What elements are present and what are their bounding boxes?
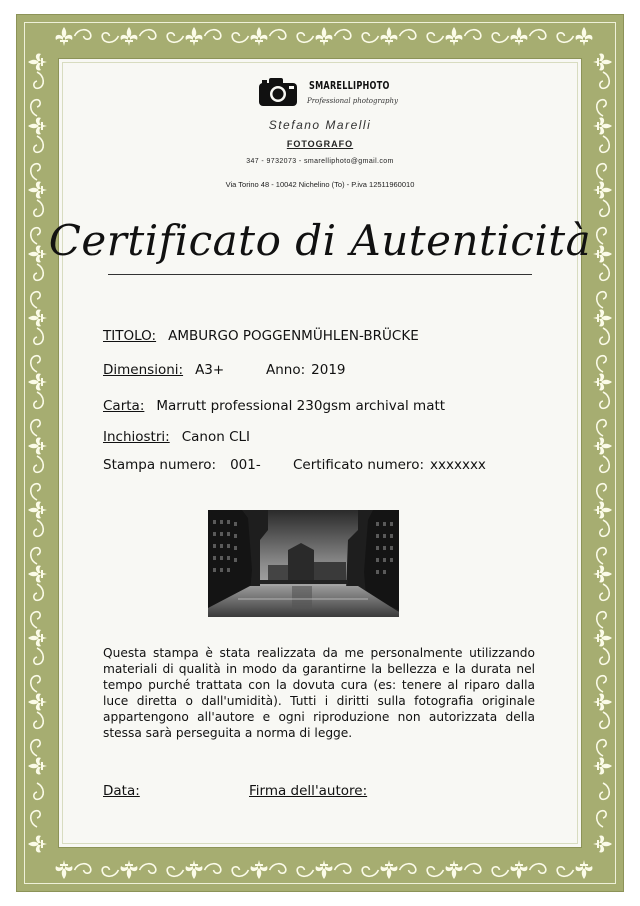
fleur-de-lis-ornament	[511, 860, 528, 879]
scroll-ornament	[31, 712, 44, 756]
fleur-de-lis-ornament	[593, 630, 612, 647]
fleur-de-lis-ornament	[186, 860, 203, 879]
fleur-de-lis-ornament	[446, 860, 463, 879]
role-text: FOTOGRAFO	[286, 139, 354, 149]
carta-value: Marrutt professional 230gsm archival matt	[156, 398, 446, 414]
fleur-de-lis-ornament	[56, 27, 73, 46]
scroll-ornament	[597, 328, 610, 372]
scroll-ornament	[31, 72, 44, 116]
scroll-ornament	[140, 864, 184, 877]
scroll-ornament	[597, 712, 610, 756]
scroll-ornament	[597, 72, 610, 116]
fleur-de-lis-ornament	[576, 27, 593, 46]
fleur-de-lis-ornament	[28, 374, 47, 391]
scroll-ornament	[597, 392, 610, 436]
anno-label: Anno:	[266, 362, 306, 378]
titolo-label: TITOLO:	[103, 328, 157, 344]
scroll-ornament	[597, 456, 610, 500]
scroll-ornament	[335, 864, 379, 877]
field-titolo	[103, 328, 419, 344]
scroll-ornament	[31, 648, 44, 692]
fleur-de-lis-ornament	[593, 694, 612, 711]
scroll-ornament	[597, 520, 610, 564]
scroll-ornament	[270, 30, 314, 43]
fleur-de-lis-ornament	[593, 758, 612, 775]
scroll-ornament	[270, 864, 314, 877]
scroll-ornament	[31, 264, 44, 308]
scroll-ornament	[465, 864, 509, 877]
fleur-de-lis-ornament	[316, 27, 333, 46]
stampa-value: 001-	[230, 457, 261, 473]
scroll-ornament	[597, 783, 610, 827]
scroll-ornament	[205, 30, 249, 43]
field-dimensioni	[103, 362, 224, 378]
inchiostri-label: Inchiostri:	[103, 429, 170, 445]
scroll-ornament	[530, 864, 574, 877]
stampa-label: Stampa numero:	[103, 457, 217, 473]
address-info: Via Torino 48 - 10042 Nichelino (To) - P.iva 12511960010	[225, 180, 415, 189]
scroll-ornament	[75, 30, 119, 43]
field-anno	[266, 362, 346, 378]
scroll-ornament	[205, 864, 249, 877]
fleur-de-lis-ornament	[28, 630, 47, 647]
fleur-de-lis-ornament	[251, 860, 268, 879]
carta-label: Carta:	[103, 398, 145, 414]
dimensioni-label: Dimensioni:	[103, 362, 184, 378]
fleur-de-lis-ornament	[381, 860, 398, 879]
fleur-de-lis-ornament	[316, 860, 333, 879]
fleur-de-lis-ornament	[56, 860, 73, 879]
fleur-de-lis-ornament	[593, 836, 612, 853]
photographer-name: Stefano Marelli	[268, 118, 372, 132]
fleur-de-lis-ornament	[576, 860, 593, 879]
fleur-de-lis-ornament	[28, 836, 47, 853]
fleur-de-lis-ornament	[511, 27, 528, 46]
scroll-ornament	[597, 584, 610, 628]
camera-icon	[259, 78, 297, 106]
fleur-de-lis-ornament	[446, 27, 463, 46]
fleur-de-lis-ornament	[28, 54, 47, 71]
fleur-de-lis-ornament	[593, 374, 612, 391]
scroll-ornament	[400, 30, 444, 43]
scroll-ornament	[31, 392, 44, 436]
fleur-de-lis-ornament	[593, 310, 612, 327]
scroll-ornament	[31, 584, 44, 628]
certificate-title: Certificato di Autenticità	[48, 216, 592, 265]
fleur-de-lis-ornament	[28, 502, 47, 519]
scroll-ornament	[31, 328, 44, 372]
certificato-value: xxxxxxx	[430, 457, 486, 473]
fleur-de-lis-ornament	[28, 694, 47, 711]
fleur-de-lis-ornament	[28, 566, 47, 583]
field-certificato	[293, 457, 486, 473]
brand-tagline: Professional photography	[307, 97, 398, 105]
brand-name: SMARELLIPHOTO	[309, 79, 390, 92]
anno-value: 2019	[311, 362, 346, 378]
certificato-label: Certificato numero:	[293, 457, 424, 473]
scroll-ornament	[530, 30, 574, 43]
titolo-value: AMBURGO POGGENMÜHLEN-BRÜCKE	[168, 328, 419, 344]
fleur-de-lis-ornament	[593, 502, 612, 519]
scroll-ornament	[75, 864, 119, 877]
fleur-de-lis-ornament	[593, 438, 612, 455]
contact-info: 347 - 9732073 - smarelliphoto@gmail.com	[246, 158, 394, 165]
scroll-ornament	[335, 30, 379, 43]
photographer-role	[0, 139, 640, 149]
field-carta	[103, 398, 445, 414]
scroll-ornament	[597, 264, 610, 308]
scroll-ornament	[31, 520, 44, 564]
fleur-de-lis-ornament	[593, 566, 612, 583]
certificate-statement: Questa stampa è stata realizzata da me personalmente utilizzando materiali di qualità in modo da garantirne la bellezza e la durata nel tempo purché trattata con la dovuta cura (es: tenere al riparo dalla luce diretta o dall'umidità). Tutti i diritti sulla fotografia originale appartengono all'autore e ogni riproduzione non autorizzata della stessa sarà perseguita a norma di legge.	[103, 646, 535, 740]
scroll-ornament	[597, 648, 610, 692]
fleur-de-lis-ornament	[251, 27, 268, 46]
fleur-de-lis-ornament	[381, 27, 398, 46]
signature-label: Firma dell'autore:	[249, 783, 368, 799]
scroll-ornament	[465, 30, 509, 43]
scroll-ornament	[31, 456, 44, 500]
fleur-de-lis-ornament	[28, 438, 47, 455]
photo-thumbnail	[208, 510, 399, 617]
scroll-ornament	[31, 783, 44, 827]
fleur-de-lis-ornament	[28, 310, 47, 327]
field-stampa	[103, 457, 261, 473]
fleur-de-lis-ornament	[593, 54, 612, 71]
inchiostri-value: Canon CLI	[181, 429, 250, 445]
fleur-de-lis-ornament	[121, 27, 138, 46]
dimensioni-value: A3+	[195, 362, 225, 378]
scroll-ornament	[140, 30, 184, 43]
fleur-de-lis-ornament	[186, 27, 203, 46]
title-underline	[108, 274, 532, 275]
fleur-de-lis-ornament	[28, 758, 47, 775]
field-inchiostri	[103, 429, 250, 445]
fleur-de-lis-ornament	[121, 860, 138, 879]
scroll-ornament	[400, 864, 444, 877]
date-label: Data:	[103, 783, 140, 799]
